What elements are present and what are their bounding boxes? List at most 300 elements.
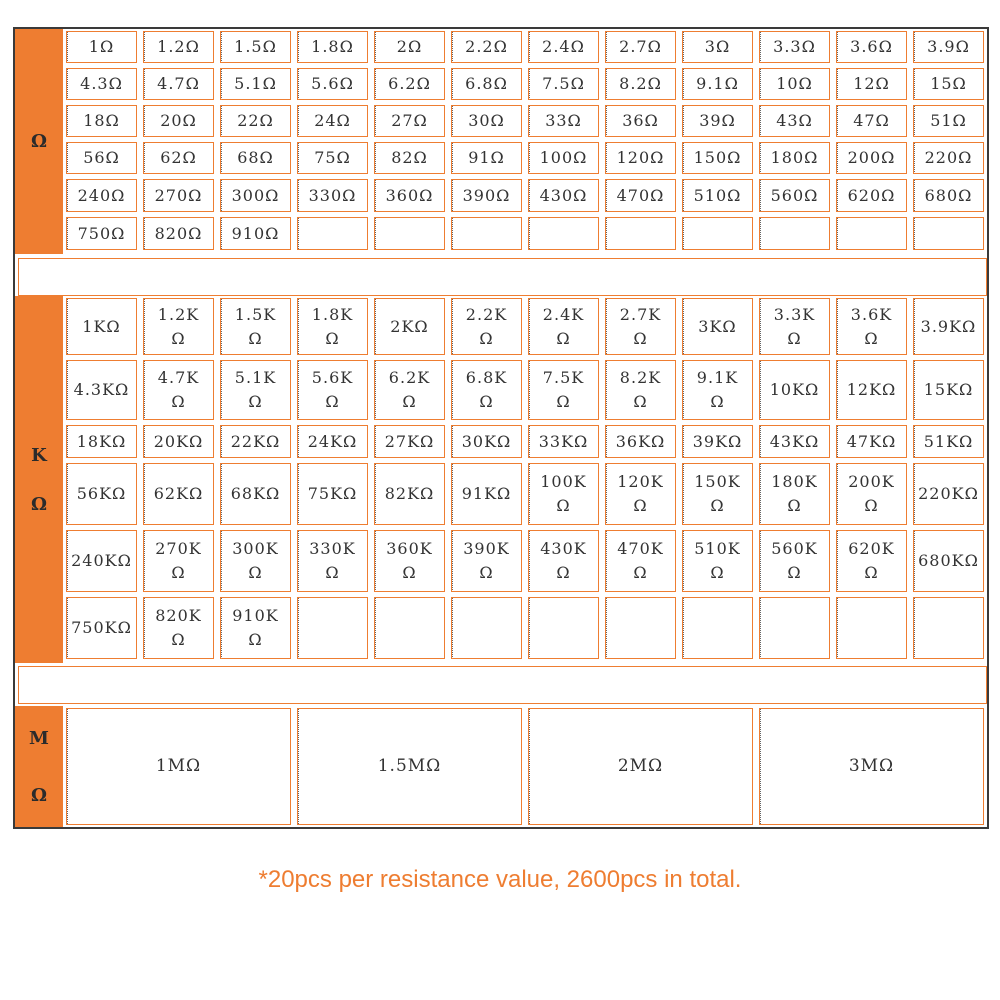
resistance-value: 270K Ω	[155, 539, 202, 582]
resistance-value: 620Ω	[847, 185, 896, 205]
resistance-cell	[759, 298, 830, 355]
table-row	[63, 296, 987, 357]
resistance-cell	[374, 68, 445, 100]
resistance-value: 750Ω	[77, 223, 126, 243]
resistance-value: 24Ω	[314, 111, 351, 130]
resistance-cell	[451, 597, 522, 659]
resistance-cell	[605, 31, 676, 63]
resistance-cell	[605, 425, 676, 458]
resistance-cell	[913, 31, 984, 63]
resistance-cell	[66, 298, 137, 355]
resistance-cell	[528, 217, 599, 250]
resistance-cell	[605, 179, 676, 212]
resistance-value: 3.3K Ω	[773, 304, 816, 348]
resistance-cell	[143, 463, 214, 525]
resistance-value: 430K Ω	[540, 539, 587, 582]
resistance-cell	[297, 298, 368, 355]
resistance-value: 20Ω	[160, 111, 197, 130]
resistance-cell	[143, 530, 214, 592]
resistance-cell	[528, 179, 599, 212]
resistance-value: 7.5Ω	[542, 74, 585, 93]
resistance-value: 680Ω	[924, 185, 973, 205]
resistance-cell	[297, 360, 368, 420]
resistance-cell	[143, 31, 214, 63]
resistance-cell	[374, 298, 445, 355]
resistance-cell	[66, 31, 137, 63]
resistance-cell	[374, 31, 445, 63]
resistance-value: 75KΩ	[307, 484, 358, 503]
resistance-cell	[836, 530, 907, 592]
resistance-value: 82KΩ	[384, 484, 435, 503]
resistance-value: 430Ω	[539, 185, 588, 205]
resistance-cell	[759, 105, 830, 137]
resistance-value: 24KΩ	[307, 431, 358, 451]
table-row	[63, 358, 987, 422]
table-row	[63, 595, 987, 661]
resistance-cell	[836, 31, 907, 63]
resistance-value: 3.6Ω	[850, 37, 893, 56]
resistance-value: 43KΩ	[769, 431, 820, 451]
resistance-cell	[143, 298, 214, 355]
resistance-cell	[913, 425, 984, 458]
section-label-ohm	[15, 29, 63, 254]
resistance-value: 1MΩ	[155, 755, 202, 776]
resistance-value: 2.2Ω	[465, 37, 508, 56]
resistance-value: 4.3Ω	[80, 74, 123, 93]
resistance-cell	[220, 142, 291, 174]
resistance-cell	[297, 31, 368, 63]
resistance-value: 2.2K Ω	[465, 304, 508, 348]
resistance-cell	[220, 31, 291, 63]
resistance-value: 330K Ω	[309, 539, 356, 582]
resistance-value: 1.5MΩ	[377, 755, 442, 776]
resistance-value: 3Ω	[704, 37, 731, 56]
resistance-cell	[374, 463, 445, 525]
resistance-value: 1.5Ω	[234, 37, 277, 56]
resistance-cell	[913, 179, 984, 212]
resistance-value: 680KΩ	[918, 551, 979, 570]
resistance-cell	[759, 68, 830, 100]
resistance-cell	[759, 425, 830, 458]
resistance-value: 22Ω	[237, 111, 274, 130]
resistance-value: 150Ω	[693, 148, 742, 167]
resistance-value: 300K Ω	[232, 539, 279, 582]
resistance-cell	[682, 179, 753, 212]
resistance-value: 240Ω	[77, 185, 126, 205]
resistance-value: 7.5K Ω	[542, 368, 585, 411]
resistance-value: 3.6K Ω	[850, 304, 893, 348]
resistance-cell	[297, 425, 368, 458]
resistor-value-table	[13, 27, 989, 829]
resistance-cell	[297, 708, 522, 825]
section-divider	[18, 258, 987, 296]
resistance-cell	[451, 298, 522, 355]
resistance-value: 3.9Ω	[927, 37, 970, 56]
resistance-value: 2.7Ω	[619, 37, 662, 56]
resistance-cell	[682, 597, 753, 659]
resistance-cell	[66, 217, 137, 250]
resistance-value: 39Ω	[699, 111, 736, 130]
resistance-cell	[528, 425, 599, 458]
resistance-cell	[297, 530, 368, 592]
resistance-value: 2MΩ	[617, 755, 664, 776]
resistance-cell	[143, 142, 214, 174]
resistance-cell	[913, 463, 984, 525]
resistance-cell	[913, 597, 984, 659]
footnote: *20pcs per resistance value, 2600pcs in total.	[258, 866, 742, 893]
resistance-value: 33Ω	[545, 111, 582, 130]
resistance-cell	[682, 298, 753, 355]
resistance-value: 68KΩ	[230, 484, 281, 503]
resistance-value: 6.8K Ω	[465, 368, 508, 411]
resistance-cell	[297, 463, 368, 525]
table-row	[63, 461, 987, 527]
resistance-cell	[528, 463, 599, 525]
resistance-cell	[451, 530, 522, 592]
resistance-value: 390K Ω	[463, 539, 510, 582]
table-row	[63, 215, 987, 252]
table-row	[63, 528, 987, 594]
resistance-cell	[220, 360, 291, 420]
resistance-cell	[913, 360, 984, 420]
resistance-value: 10Ω	[776, 74, 813, 93]
resistance-value: 220KΩ	[918, 484, 979, 503]
resistance-value: 51Ω	[930, 111, 967, 130]
resistance-cell	[66, 708, 291, 825]
resistance-cell	[836, 217, 907, 250]
resistance-value: 62Ω	[160, 148, 197, 167]
resistance-cell	[528, 360, 599, 420]
resistance-cell	[605, 530, 676, 592]
resistance-value: 8.2Ω	[619, 74, 662, 93]
resistance-value: 39KΩ	[692, 431, 743, 451]
resistance-cell	[143, 68, 214, 100]
resistance-cell	[913, 217, 984, 250]
resistance-value: 820K Ω	[155, 606, 202, 649]
resistance-value: 120K Ω	[617, 472, 664, 515]
resistance-value: 3.3Ω	[773, 37, 816, 56]
resistance-value: 620K Ω	[848, 539, 895, 582]
resistance-value: 910K Ω	[232, 606, 279, 649]
resistance-cell	[682, 463, 753, 525]
resistance-value: 5.1Ω	[234, 74, 277, 93]
section-label-mohm-line: M	[29, 727, 49, 749]
resistance-cell	[682, 360, 753, 420]
resistance-cell	[66, 68, 137, 100]
resistance-cell	[297, 217, 368, 250]
resistance-value: 47KΩ	[846, 431, 897, 451]
table-row	[63, 177, 987, 214]
resistance-cell	[836, 298, 907, 355]
resistance-value: 4.3KΩ	[73, 380, 130, 399]
resistance-cell	[220, 463, 291, 525]
resistance-value: 1.8K Ω	[311, 304, 354, 348]
resistance-value: 560Ω	[770, 185, 819, 205]
resistance-value: 360K Ω	[386, 539, 433, 582]
resistance-value: 30Ω	[468, 111, 505, 130]
resistance-value: 10KΩ	[769, 380, 820, 399]
resistance-cell	[297, 597, 368, 659]
section-mohm	[63, 706, 987, 827]
resistance-cell	[528, 68, 599, 100]
resistance-value: 91KΩ	[461, 484, 512, 503]
resistance-cell	[605, 463, 676, 525]
resistance-value: 22KΩ	[230, 431, 281, 451]
resistance-cell	[374, 142, 445, 174]
resistance-value: 1.5K Ω	[234, 304, 277, 348]
resistance-cell	[143, 360, 214, 420]
resistance-value: 6.2Ω	[388, 74, 431, 93]
resistance-cell	[143, 597, 214, 659]
resistance-cell	[220, 425, 291, 458]
resistance-cell	[913, 105, 984, 137]
resistance-cell	[451, 31, 522, 63]
resistance-value: 390Ω	[462, 185, 511, 205]
resistance-cell	[913, 142, 984, 174]
resistance-value: 47Ω	[853, 111, 890, 130]
resistance-value: 560K Ω	[771, 539, 818, 582]
resistance-value: 470K Ω	[617, 539, 664, 582]
resistance-cell	[220, 105, 291, 137]
resistance-cell	[836, 142, 907, 174]
resistance-value: 27KΩ	[384, 431, 435, 451]
resistance-cell	[913, 68, 984, 100]
resistance-cell	[605, 360, 676, 420]
resistance-cell	[220, 530, 291, 592]
resistance-cell	[297, 179, 368, 212]
resistance-value: 62KΩ	[153, 484, 204, 503]
table-row	[63, 423, 987, 460]
resistance-value: 6.8Ω	[465, 74, 508, 93]
resistance-value: 6.2K Ω	[388, 368, 431, 411]
resistance-cell	[297, 68, 368, 100]
resistance-value: 8.2K Ω	[619, 368, 662, 411]
resistance-cell	[220, 298, 291, 355]
resistance-cell	[451, 68, 522, 100]
resistance-cell	[759, 217, 830, 250]
resistance-value: 220Ω	[924, 148, 973, 167]
resistance-value: 2.4K Ω	[542, 304, 585, 348]
resistance-cell	[836, 597, 907, 659]
resistance-value: 360Ω	[385, 185, 434, 205]
resistance-value: 51KΩ	[923, 431, 974, 451]
resistance-cell	[143, 217, 214, 250]
resistance-cell	[759, 597, 830, 659]
resistance-cell	[66, 179, 137, 212]
resistance-value: 5.6Ω	[311, 74, 354, 93]
resistance-cell	[66, 105, 137, 137]
resistance-cell	[374, 597, 445, 659]
resistance-cell	[605, 217, 676, 250]
resistance-value: 20KΩ	[153, 431, 204, 451]
resistance-value: 5.1K Ω	[234, 368, 277, 411]
resistance-cell	[451, 463, 522, 525]
resistance-value: 3MΩ	[848, 755, 895, 776]
resistance-value: 1.2K Ω	[157, 304, 200, 348]
resistance-cell	[759, 463, 830, 525]
resistance-cell	[836, 425, 907, 458]
section-label-ohm-line: Ω	[30, 131, 48, 152]
resistance-cell	[451, 179, 522, 212]
resistance-cell	[451, 360, 522, 420]
table-row	[63, 706, 987, 827]
resistance-value: 330Ω	[308, 185, 357, 205]
resistance-value: 27Ω	[391, 111, 428, 130]
section-label-kohm	[15, 296, 63, 663]
resistance-cell	[528, 105, 599, 137]
resistance-value: 91Ω	[468, 148, 505, 167]
resistance-value: 33KΩ	[538, 431, 589, 451]
resistance-value: 3KΩ	[698, 316, 737, 336]
resistance-value: 18Ω	[83, 111, 120, 130]
resistance-value: 750KΩ	[71, 618, 132, 637]
resistance-cell	[451, 105, 522, 137]
resistance-value: 12Ω	[853, 74, 890, 93]
resistance-cell	[66, 463, 137, 525]
resistance-value: 1.2Ω	[157, 37, 200, 56]
resistance-value: 75Ω	[314, 148, 351, 167]
resistance-cell	[374, 105, 445, 137]
section-label-mohm	[15, 706, 63, 827]
resistance-value: 150K Ω	[694, 472, 741, 515]
resistance-value: 2.7K Ω	[619, 304, 662, 348]
resistance-value: 56KΩ	[76, 484, 127, 503]
resistance-cell	[836, 360, 907, 420]
resistance-value: 36Ω	[622, 111, 659, 130]
resistance-value: 120Ω	[616, 148, 665, 167]
resistance-cell	[759, 31, 830, 63]
resistance-value: 2Ω	[396, 37, 423, 56]
resistance-value: 1Ω	[88, 37, 115, 56]
resistance-value: 15KΩ	[923, 380, 974, 399]
resistance-cell	[836, 68, 907, 100]
resistance-value: 3.9KΩ	[920, 316, 977, 336]
section-label-kohm-line: Ω	[30, 493, 48, 515]
resistance-value: 200Ω	[847, 148, 896, 167]
table-row	[63, 66, 987, 102]
resistance-cell	[220, 68, 291, 100]
resistance-cell	[451, 217, 522, 250]
resistance-value: 510Ω	[693, 185, 742, 205]
resistance-cell	[374, 530, 445, 592]
resistance-cell	[913, 298, 984, 355]
resistance-cell	[759, 360, 830, 420]
resistance-cell	[682, 217, 753, 250]
resistance-cell	[220, 217, 291, 250]
resistance-value: 200K Ω	[848, 472, 895, 515]
resistance-value: 300Ω	[231, 185, 280, 205]
resistance-cell	[682, 425, 753, 458]
resistance-cell	[836, 105, 907, 137]
resistance-value: 4.7Ω	[157, 74, 200, 93]
table-row	[63, 29, 987, 65]
resistance-cell	[374, 179, 445, 212]
resistance-cell	[682, 105, 753, 137]
resistance-value: 910Ω	[231, 223, 280, 243]
resistance-cell	[374, 360, 445, 420]
resistance-value: 1KΩ	[82, 316, 121, 336]
resistance-cell	[759, 179, 830, 212]
resistance-cell	[759, 142, 830, 174]
resistance-cell	[528, 31, 599, 63]
resistance-cell	[528, 597, 599, 659]
resistance-value: 240KΩ	[71, 551, 132, 570]
resistance-cell	[374, 217, 445, 250]
resistance-value: 100K Ω	[540, 472, 587, 515]
resistance-cell	[451, 142, 522, 174]
resistance-cell	[297, 142, 368, 174]
resistance-value: 9.1Ω	[696, 74, 739, 93]
resistance-value: 510K Ω	[694, 539, 741, 582]
section-ohm	[63, 29, 987, 254]
table-row	[63, 103, 987, 139]
resistance-cell	[66, 530, 137, 592]
resistance-value: 5.6K Ω	[311, 368, 354, 411]
resistance-value: 82Ω	[391, 148, 428, 167]
resistance-value: 2KΩ	[390, 316, 429, 336]
section-divider	[18, 666, 987, 704]
resistance-cell	[913, 530, 984, 592]
resistance-value: 100Ω	[539, 148, 588, 167]
resistance-cell	[605, 597, 676, 659]
resistance-cell	[143, 105, 214, 137]
resistance-value: 18KΩ	[76, 431, 127, 451]
resistance-value: 9.1K Ω	[696, 368, 739, 411]
resistance-value: 4.7K Ω	[157, 368, 200, 411]
resistance-cell	[528, 708, 753, 825]
resistance-cell	[605, 68, 676, 100]
resistance-cell	[605, 142, 676, 174]
resistance-cell	[836, 463, 907, 525]
resistance-value: 56Ω	[83, 148, 120, 167]
section-kohm	[63, 296, 987, 663]
resistance-value: 68Ω	[237, 148, 274, 167]
resistance-cell	[759, 530, 830, 592]
resistance-cell	[66, 597, 137, 659]
resistance-cell	[66, 142, 137, 174]
resistance-cell	[66, 425, 137, 458]
resistance-value: 36KΩ	[615, 431, 666, 451]
resistance-value: 180K Ω	[771, 472, 818, 515]
resistance-cell	[297, 105, 368, 137]
resistance-cell	[528, 298, 599, 355]
resistance-cell	[682, 68, 753, 100]
resistance-cell	[605, 105, 676, 137]
resistance-value: 270Ω	[154, 185, 203, 205]
resistance-cell	[836, 179, 907, 212]
resistance-cell	[528, 530, 599, 592]
resistance-cell	[682, 530, 753, 592]
resistance-cell	[143, 425, 214, 458]
resistance-cell	[682, 142, 753, 174]
resistance-cell	[66, 360, 137, 420]
resistance-cell	[374, 425, 445, 458]
resistance-cell	[605, 298, 676, 355]
resistance-value: 1.8Ω	[311, 37, 354, 56]
resistance-cell	[759, 708, 984, 825]
resistance-value: 15Ω	[930, 74, 967, 93]
resistance-value: 12KΩ	[846, 380, 897, 399]
resistance-value: 470Ω	[616, 185, 665, 205]
resistance-value: 180Ω	[770, 148, 819, 167]
resistance-cell	[143, 179, 214, 212]
resistance-cell	[682, 31, 753, 63]
table-row	[63, 140, 987, 176]
resistance-value: 2.4Ω	[542, 37, 585, 56]
resistance-value: 43Ω	[776, 111, 813, 130]
resistance-cell	[220, 179, 291, 212]
resistance-cell	[451, 425, 522, 458]
